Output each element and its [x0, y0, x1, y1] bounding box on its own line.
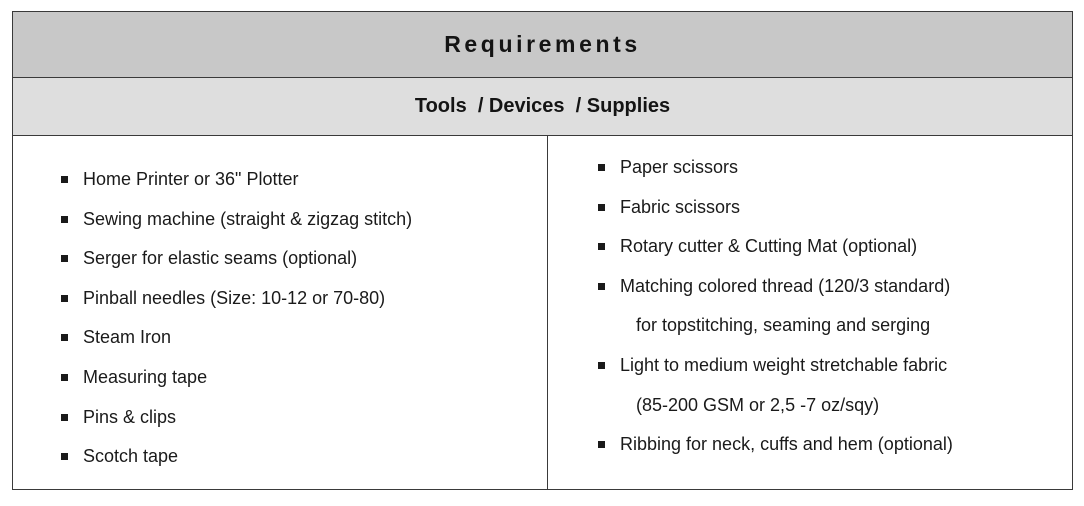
- list-item-text: Pinball needles (Size: 10-12 or 70-80): [83, 287, 386, 308]
- list-item: [61, 200, 412, 240]
- list-item-text-wrapper: [620, 346, 947, 425]
- list-item-text: Measuring tape: [83, 366, 208, 387]
- square-bullet-icon: [61, 334, 68, 341]
- left-column: [13, 136, 548, 489]
- square-bullet-icon: [598, 164, 605, 171]
- list-item: [61, 437, 412, 477]
- square-bullet-icon: [61, 176, 68, 183]
- list-item-continuation: for topstitching, seaming and serging: [636, 315, 931, 336]
- square-bullet-icon: [61, 374, 68, 381]
- right-column: [548, 136, 1072, 489]
- list-item-text: Ribbing for neck, cuffs and hem (optional): [620, 434, 953, 455]
- square-bullet-icon: [598, 441, 605, 448]
- list-item: [61, 358, 412, 398]
- list-item: [61, 239, 412, 279]
- list-item: [61, 318, 412, 358]
- list-item-text-wrapper: [620, 267, 950, 346]
- list-item: [61, 160, 412, 200]
- list-item-text: Paper scissors: [620, 157, 739, 177]
- square-bullet-icon: [598, 362, 605, 369]
- list-item-text: Scotch tape: [83, 446, 179, 467]
- left-items-list: [61, 160, 412, 477]
- right-items-list: [598, 148, 953, 465]
- list-item-text: Matching colored thread (120/3 standard): [620, 275, 951, 296]
- square-bullet-icon: [61, 255, 68, 262]
- subtitle-band: [13, 78, 1072, 136]
- items-body: [13, 136, 1072, 489]
- list-item-text: Pins & clips: [83, 406, 177, 427]
- list-item: [598, 346, 953, 425]
- list-item: [598, 148, 953, 188]
- square-bullet-icon: [598, 204, 605, 211]
- list-item-text: Sewing machine (straight & zigzag stitch): [83, 208, 413, 229]
- list-item: [61, 279, 412, 319]
- list-item-text: Fabric scissors: [620, 196, 741, 217]
- square-bullet-icon: [598, 283, 605, 290]
- square-bullet-icon: [61, 414, 68, 421]
- square-bullet-icon: [598, 243, 605, 250]
- square-bullet-icon: [61, 216, 68, 223]
- table-subtitle: Tools / Devices / Supplies: [414, 95, 671, 117]
- list-item: [61, 398, 412, 438]
- square-bullet-icon: [61, 295, 68, 302]
- list-item: [598, 188, 953, 228]
- list-item: [598, 267, 953, 346]
- list-item-text: Serger for elastic seams (optional): [83, 248, 358, 269]
- list-item: [598, 425, 953, 465]
- list-item-continuation: (85-200 GSM or 2,5 -7 oz/sqy): [636, 394, 880, 415]
- list-item-text: Steam Iron: [83, 327, 172, 348]
- title-band: [13, 12, 1072, 78]
- list-item: [598, 227, 953, 267]
- list-item-text: Rotary cutter & Cutting Mat (optional): [620, 236, 918, 257]
- list-item-text: Light to medium weight stretchable fabric: [620, 354, 948, 375]
- requirements-table: [12, 11, 1073, 490]
- table-title: Requirements: [444, 31, 641, 57]
- list-item-text: Home Printer or 36" Plotter: [83, 169, 299, 189]
- square-bullet-icon: [61, 453, 68, 460]
